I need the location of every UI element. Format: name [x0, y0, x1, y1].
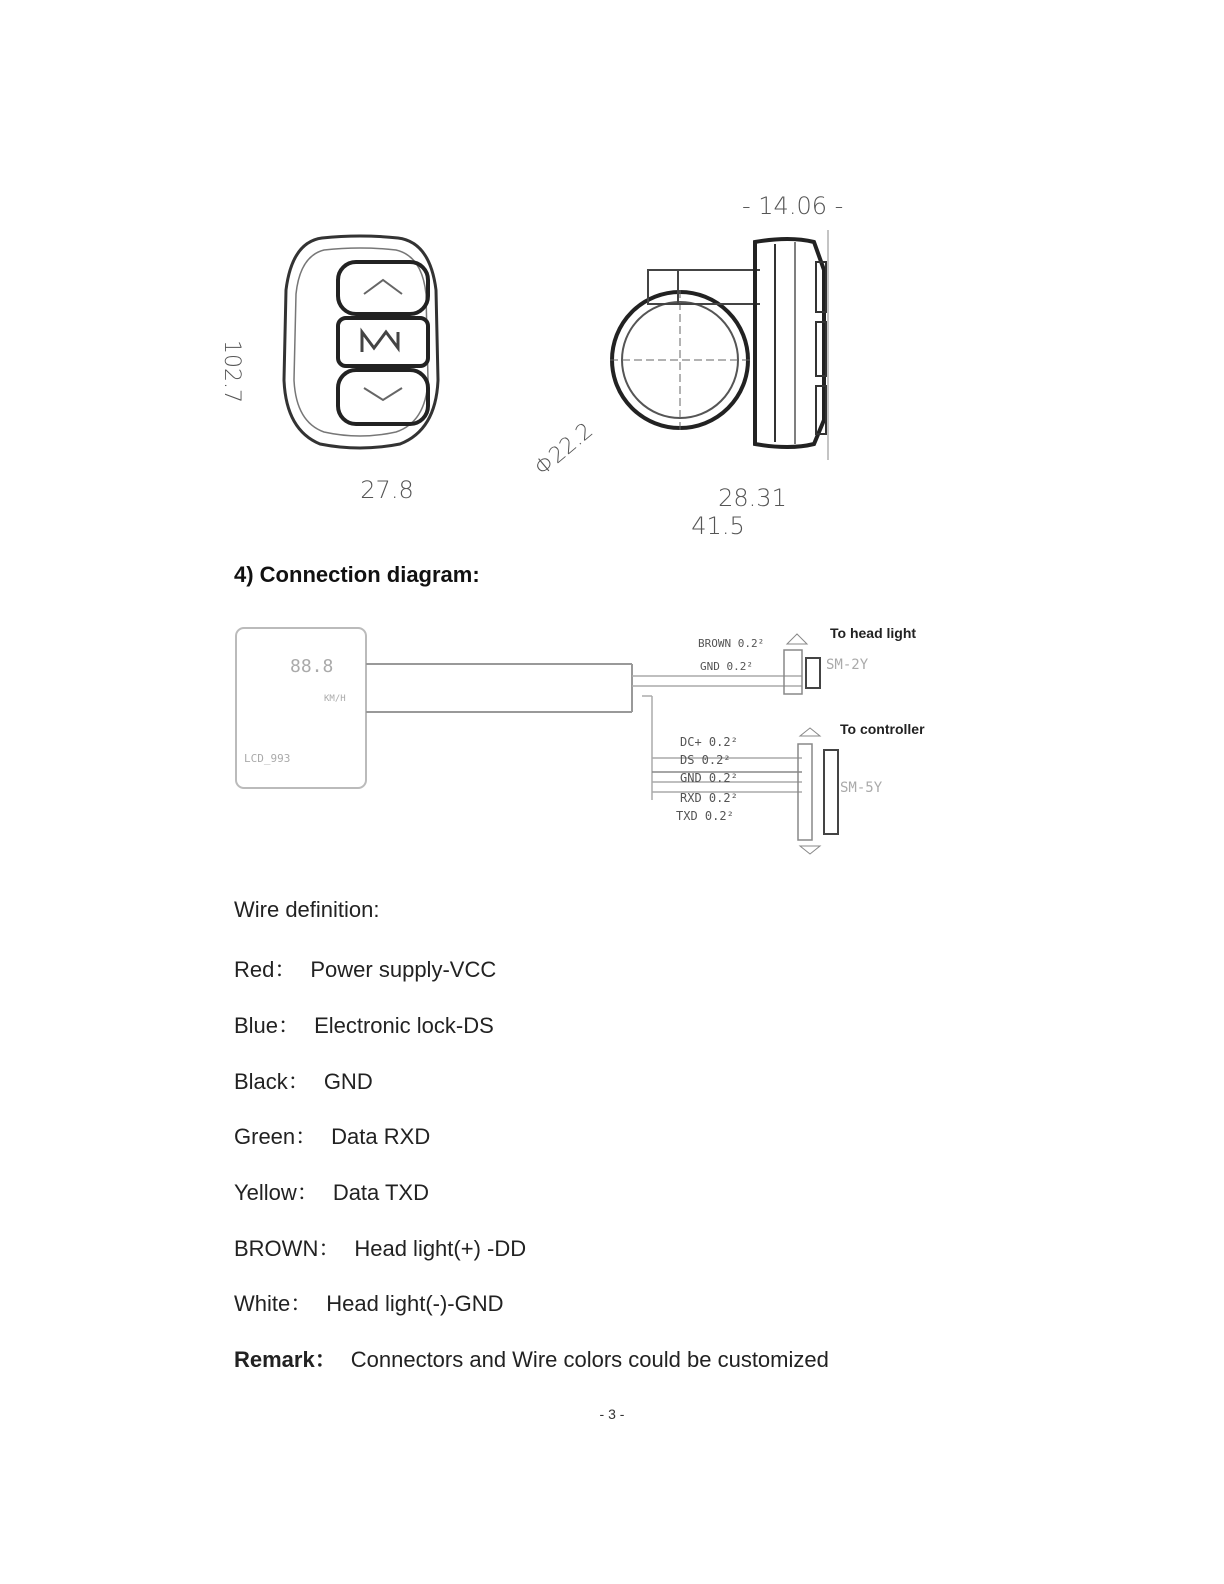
section-heading: 4) Connection diagram: — [234, 562, 480, 587]
controller-label: To controller — [840, 721, 925, 737]
headlight-label: To head light — [830, 625, 917, 641]
dimension-top: - 14.06 - — [742, 192, 844, 220]
wire-item-yellow: Yellow： Data TXD — [234, 1180, 429, 1205]
dimension-side-width: 28.31 — [718, 484, 787, 512]
controller-wire-label: DS 0.2² — [680, 753, 731, 767]
headlight-wire-label: BROWN 0.2² — [698, 637, 765, 650]
wire-item-red: Red： Power supply-VCC — [234, 957, 497, 982]
wire-item-blue: Blue： Electronic lock-DS — [234, 1013, 494, 1038]
controller-wire-label: RXD 0.2² — [680, 791, 738, 805]
wire-item-brown: BROWN： Head light(+) -DD — [234, 1236, 527, 1261]
controller-wire-label: GND 0.2² — [680, 771, 738, 785]
controller-wire-label: DC+ 0.2² — [680, 735, 738, 749]
remote-front-view — [240, 230, 480, 460]
dimension-front-width: 27.8 — [360, 476, 414, 504]
display-unit: KM/H — [324, 694, 346, 704]
dimension-overall: 41.5 — [691, 512, 745, 540]
headlight-wire-label: GND 0.2² — [700, 660, 753, 673]
controller-connector: SM-5Y — [840, 780, 883, 796]
remark: Remark： Connectors and Wire colors could be customized — [234, 1347, 829, 1372]
wire-definition-title: Wire definition: — [234, 897, 380, 922]
headlight-connector: SM-2Y — [826, 657, 869, 673]
dimension-diameter: Φ22.2 — [530, 418, 599, 482]
wire-item-white: White： Head light(-)-GND — [234, 1291, 504, 1316]
display-model: LCD_993 — [244, 752, 291, 765]
controller-wire-label: TXD 0.2² — [676, 809, 734, 823]
wire-item-green: Green： Data RXD — [234, 1124, 431, 1149]
dimension-height: 102.7 — [219, 340, 244, 403]
display-value: 88.8 — [290, 656, 334, 677]
wire-item-black: Black： GND — [234, 1069, 373, 1094]
page-number: - 3 - — [599, 1406, 625, 1422]
remote-side-view — [590, 230, 840, 460]
